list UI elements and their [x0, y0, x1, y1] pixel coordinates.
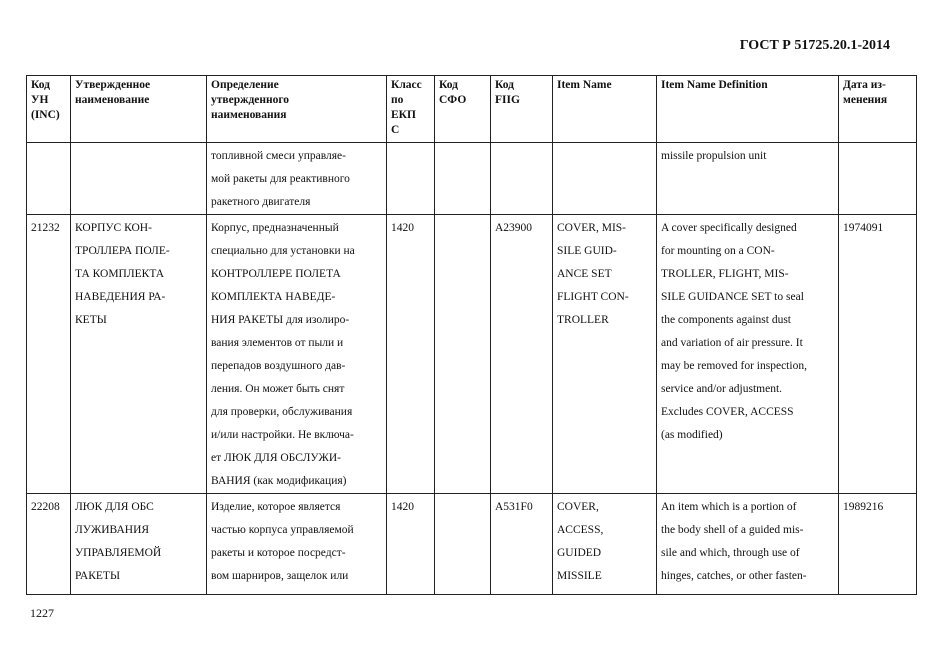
table-row [27, 215, 917, 494]
column-header [839, 76, 917, 143]
cell-line: НАВЕДЕНИЯ РА- [75, 291, 166, 303]
cell-sfo [435, 494, 491, 595]
cell-line: ления. Он может быть снят [211, 383, 345, 395]
cell-line: ANCE SET [557, 268, 612, 280]
cell-sfo [435, 215, 491, 494]
column-header [553, 76, 657, 143]
column-header-line: Item Name [557, 79, 612, 91]
cell-line: sile and which, through use of [661, 547, 800, 559]
cell-code: 21232 [27, 215, 71, 494]
cell-line: ТА КОМПЛЕКТА [75, 268, 165, 280]
column-header-line: Определение [211, 79, 279, 91]
cell-name [71, 215, 207, 494]
cell-line: SILE GUID- [557, 245, 617, 257]
column-header-line: наименование [75, 94, 150, 106]
cell-class: 1420 [387, 215, 435, 494]
cell-line: ракетного двигателя [211, 196, 311, 208]
cell-line: Корпус, предназначенный [211, 222, 339, 234]
cell-line: the body shell of a guided mis- [661, 524, 804, 536]
cell-class [387, 143, 435, 215]
column-header-line: УН [31, 94, 49, 106]
column-header-line: FIIG [495, 94, 520, 106]
cell-item-name [553, 494, 657, 595]
column-header-line: Класс [391, 79, 422, 91]
cell-line: ACCESS, [557, 524, 604, 536]
cell-line: A cover specifically designed [661, 222, 797, 234]
cell-definition [207, 215, 387, 494]
column-header [491, 76, 553, 143]
cell-item-definition [657, 143, 839, 215]
cell-line: вом шарниров, защелок или [211, 570, 349, 582]
cell-line: частью корпуса управляемой [211, 524, 354, 536]
column-header-line: Код [31, 79, 51, 91]
column-header-line: СФО [439, 94, 467, 106]
document-id: ГОСТ Р 51725.20.1-2014 [739, 38, 890, 53]
cell-line: hinges, catches, or other fasten- [661, 570, 807, 582]
cell-line: may be removed for inspection, [661, 360, 807, 372]
column-header [657, 76, 839, 143]
cell-item-definition [657, 215, 839, 494]
column-header-line: Утвержденное [75, 79, 151, 91]
cell-line: ЛЮК ДЛЯ ОБС [75, 501, 154, 513]
cell-fiig [491, 143, 553, 215]
cell-item-name [553, 215, 657, 494]
column-header-line: наименования [211, 109, 287, 121]
cell-code: 22208 [27, 494, 71, 595]
column-header-line: утвержденного [211, 94, 290, 106]
cell-line: мой ракеты для реактивного [211, 173, 350, 185]
column-header [435, 76, 491, 143]
column-header-line: по [391, 94, 404, 106]
cell-line: специально для установки на [211, 245, 355, 257]
cell-line: FLIGHT CON- [557, 291, 629, 303]
column-header [71, 76, 207, 143]
cell-line: missile propulsion unit [661, 150, 767, 162]
column-header-line: С [391, 124, 400, 136]
cell-line: ТРОЛЛЕРА ПОЛЕ- [75, 245, 170, 257]
cell-fiig: A23900 [491, 215, 553, 494]
cell-line: НИЯ РАКЕТЫ для изолиро- [211, 314, 350, 326]
cell-line: (as modified) [661, 429, 723, 441]
cell-line: COVER, [557, 501, 599, 513]
cell-date: 1989216 [839, 494, 917, 595]
cell-line: the components against dust [661, 314, 791, 326]
cell-line: ет ЛЮК ДЛЯ ОБСЛУЖИ- [211, 452, 341, 464]
cell-line: SILE GUIDANCE SET to seal [661, 291, 804, 303]
column-header-line: менения [843, 94, 888, 106]
cell-line: Изделие, которое является [211, 501, 341, 513]
cell-line: КОНТРОЛЛЕРЕ ПОЛЕТА [211, 268, 341, 280]
cell-item-definition [657, 494, 839, 595]
table-row [27, 494, 917, 595]
page-number: 1227 [30, 606, 54, 620]
cell-definition [207, 494, 387, 595]
cell-name [71, 494, 207, 595]
cell-line: и/или настройки. Не включа- [211, 429, 354, 441]
cell-line: топливной смеси управляе- [211, 150, 346, 162]
cell-class: 1420 [387, 494, 435, 595]
cell-line: для проверки, обслуживания [211, 406, 353, 418]
cell-line: ЛУЖИВАНИЯ [75, 524, 150, 536]
table-header-row [27, 76, 917, 143]
cell-sfo [435, 143, 491, 215]
cell-line: TROLLER, FLIGHT, MIS- [661, 268, 789, 280]
cell-name [71, 143, 207, 215]
cell-line: вания элементов от пыли и [211, 337, 344, 349]
cell-date: 1974091 [839, 215, 917, 494]
cell-line: GUIDED [557, 547, 602, 559]
cell-code [27, 143, 71, 215]
cell-line: for mounting on a CON- [661, 245, 775, 257]
cell-line: перепадов воздушного дав- [211, 360, 346, 372]
column-header-line: (INC) [31, 109, 60, 121]
cell-date [839, 143, 917, 215]
cell-line: КЕТЫ [75, 314, 107, 326]
cell-line: ракеты и которое посредст- [211, 547, 346, 559]
classifier-table [26, 75, 917, 595]
cell-line: An item which is a portion of [661, 501, 797, 513]
cell-item-name [553, 143, 657, 215]
cell-line: КОМПЛЕКТА НАВЕДЕ- [211, 291, 336, 303]
column-header [207, 76, 387, 143]
cell-line: УПРАВЛЯЕМОЙ [75, 547, 162, 559]
cell-line: ВАНИЯ (как модификация) [211, 475, 347, 487]
table-row [27, 143, 917, 215]
cell-line: and variation of air pressure. It [661, 337, 803, 349]
cell-line: COVER, MIS- [557, 222, 627, 234]
cell-line: Excludes COVER, ACCESS [661, 406, 794, 418]
cell-definition [207, 143, 387, 215]
column-header-line: ЕКП [391, 109, 416, 121]
column-header-line: Код [495, 79, 515, 91]
cell-line: TROLLER [557, 314, 609, 326]
cell-line: РАКЕТЫ [75, 570, 120, 582]
column-header [387, 76, 435, 143]
column-header-line: Код [439, 79, 459, 91]
cell-line: MISSILE [557, 570, 602, 582]
cell-line: КОРПУС КОН- [75, 222, 152, 234]
cell-line: service and/or adjustment. [661, 383, 783, 395]
column-header-line: Дата из- [843, 79, 886, 91]
column-header-line: Item Name Definition [661, 79, 768, 91]
cell-fiig: A531F0 [491, 494, 553, 595]
column-header [27, 76, 71, 143]
